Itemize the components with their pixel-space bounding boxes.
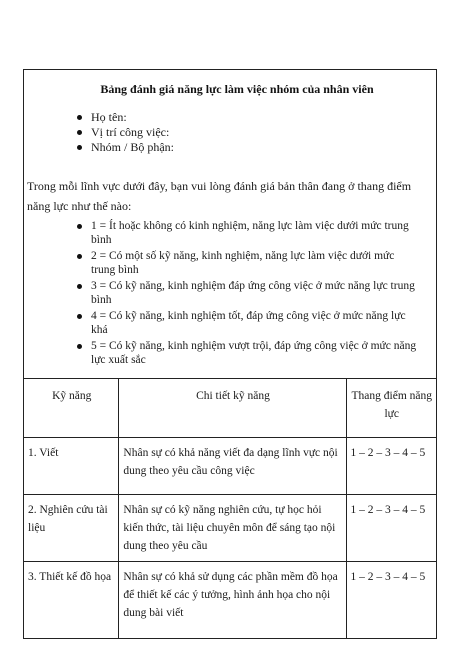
skill-cell: 2. Nghiên cứu tài liệu: [24, 495, 119, 562]
scale-item-4: 4 = Có kỹ năng, kinh nghiệm tốt, đáp ứng công việc ở mức năng lực khá: [77, 309, 417, 337]
header-skill: Kỹ năng: [24, 379, 119, 438]
info-fields-list: [77, 110, 174, 155]
page-title: Bảng đánh giá năng lực làm việc nhóm của nhân viên: [100, 82, 374, 96]
score-cell: 1 – 2 – 3 – 4 – 5: [346, 438, 436, 495]
scale-list: [77, 219, 417, 369]
scale-item-1: 1 = Ít hoặc không có kinh nghiệm, năng lực làm việc dưới mức trung bình: [77, 219, 417, 247]
header-detail: Chi tiết kỹ năng: [119, 379, 346, 438]
info-field-name: Họ tên:: [77, 110, 174, 125]
detail-cell: Nhân sự có khả sử dụng các phần mềm đồ họa để thiết kế các ý tưởng, hình ảnh họa cho nội dung bài viết: [119, 562, 346, 639]
detail-cell: Nhân sự có khả năng viết đa dạng lĩnh vực nội dung theo yêu cầu công việc: [119, 438, 346, 495]
score-cell: 1 – 2 – 3 – 4 – 5: [346, 562, 436, 639]
instruction-text: Trong mỗi lĩnh vực dưới đây, bạn vui lòng đánh giá bản thân đang ở thang điểm năng lực như thế nào:: [27, 179, 412, 213]
scale-item-2: 2 = Có một số kỹ năng, kinh nghiệm, năng lực làm việc dưới mức trung bình: [77, 249, 417, 277]
scale-item-3: 3 = Có kỹ năng, kinh nghiệm đáp ứng công việc ở mức năng lực trung bình: [77, 279, 417, 307]
table-row: [24, 562, 437, 639]
skill-cell: 3. Thiết kế đồ họa: [24, 562, 119, 639]
skill-cell: 1. Viết: [24, 438, 119, 495]
table-row: [24, 438, 437, 495]
detail-cell: Nhân sự có kỹ năng nghiên cứu, tự học hỏi kiến thức, tài liệu chuyên môn để sáng tạo nội dung theo yêu cầu: [119, 495, 346, 562]
scale-item-5: 5 = Có kỹ năng, kinh nghiệm vượt trội, đáp ứng công việc ở mức năng lực xuất sắc: [77, 339, 417, 367]
score-cell: 1 – 2 – 3 – 4 – 5: [346, 495, 436, 562]
table-row: [24, 495, 437, 562]
table-header-row: [24, 379, 437, 438]
header-score: Thang điểm năng lực: [346, 379, 436, 438]
info-field-position: Vị trí công việc:: [77, 125, 174, 140]
info-field-team: Nhóm / Bộ phận:: [77, 140, 174, 155]
skills-table: [23, 378, 437, 639]
